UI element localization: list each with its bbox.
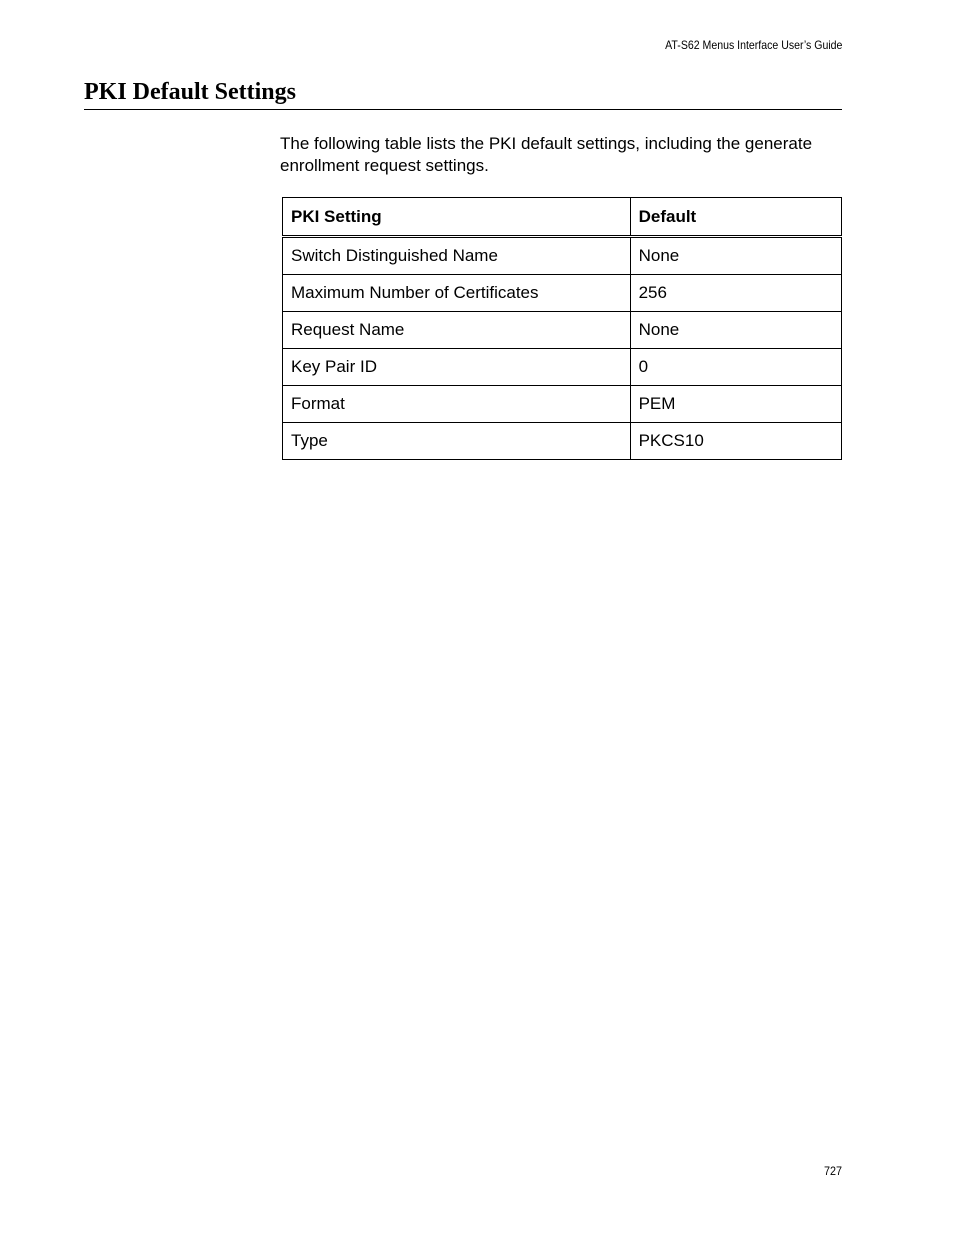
default-cell: 256: [630, 275, 841, 312]
column-header-setting: PKI Setting: [283, 198, 631, 237]
table-row: [283, 386, 842, 423]
default-cell: PEM: [630, 386, 841, 423]
table-row: [283, 237, 842, 275]
running-header: AT-S62 Menus Interface User’s Guide: [664, 38, 842, 52]
setting-cell: Switch Distinguished Name: [283, 237, 631, 275]
table-row: [283, 349, 842, 386]
default-cell: None: [630, 237, 841, 275]
default-cell: PKCS10: [630, 423, 841, 460]
setting-cell: Request Name: [283, 312, 631, 349]
column-header-default: Default: [630, 198, 841, 237]
table-row: [283, 275, 842, 312]
intro-paragraph: The following table lists the PKI default settings, including the generate enrollment request settings.: [280, 134, 813, 175]
page-number: 727: [823, 1164, 842, 1178]
section-title: PKI Default Settings: [84, 79, 296, 105]
pki-defaults-table: [282, 197, 842, 460]
setting-cell: Type: [283, 423, 631, 460]
table-row: [283, 423, 842, 460]
table-row: [283, 312, 842, 349]
default-cell: None: [630, 312, 841, 349]
setting-cell: Key Pair ID: [283, 349, 631, 386]
setting-cell: Format: [283, 386, 631, 423]
setting-cell: Maximum Number of Certificates: [283, 275, 631, 312]
title-rule: [84, 109, 842, 110]
default-cell: 0: [630, 349, 841, 386]
table-header-row: [283, 198, 842, 237]
